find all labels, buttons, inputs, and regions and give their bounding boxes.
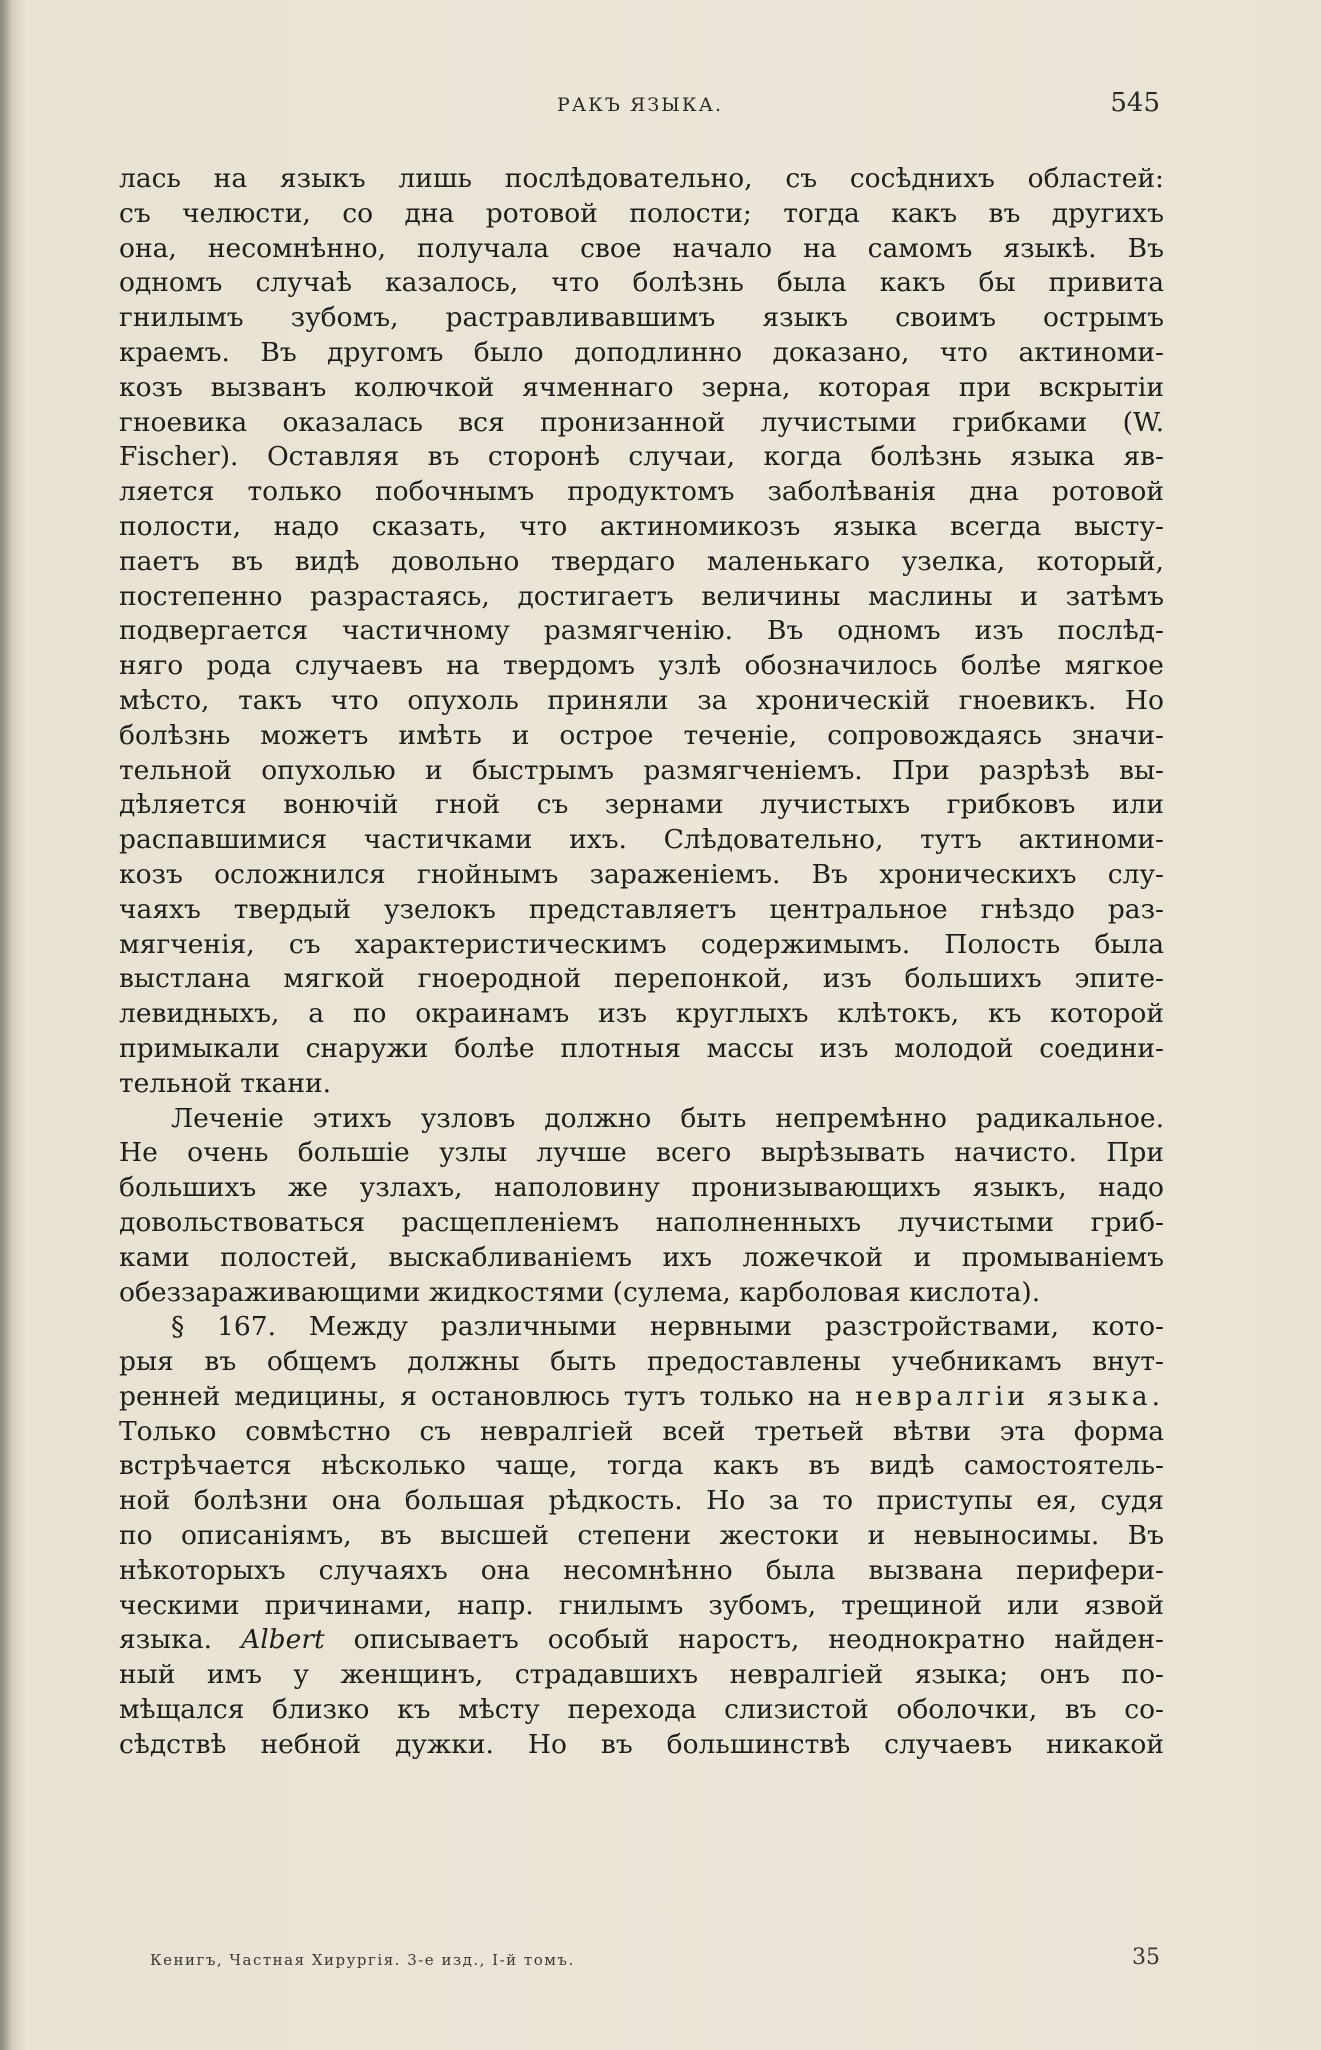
text-line: по описаніямъ, въ высшей степени жестоки и невыносимы. Въ	[119, 1520, 1164, 1552]
signature-mark: 35	[1132, 1945, 1160, 1970]
text-line	[119, 1623, 1164, 1658]
text-line: паетъ въ видѣ довольно твердаго маленькаго узелка, который,	[119, 545, 1164, 577]
text-line: съ челюсти, со дна ротовой полости; тогда какъ въ другихъ	[119, 197, 1164, 229]
body-text	[119, 162, 1164, 1763]
page-number: 545	[1110, 88, 1160, 118]
text-line: выстлана мягкой гноеродной перепонкой, изъ большихъ эпите-	[119, 963, 1164, 995]
text-line: сѣдствѣ небной дужки. Но въ большинствѣ случаевъ никакой	[119, 1728, 1164, 1760]
text-line: ной болѣзни она большая рѣдкость. Но за то приступы ея, судя	[119, 1485, 1164, 1517]
text-line: козъ осложнился гнойнымъ зараженіемъ. Въ хроническихъ слу-	[119, 858, 1164, 890]
text-line: обеззараживающими жидкостями (сулема, карболовая кислота).	[119, 1276, 1041, 1308]
text-line: мѣсто, такъ что опухоль приняли за хроническій гноевикъ. Но	[119, 684, 1164, 716]
text-line: одномъ случаѣ казалось, что болѣзнь была какъ бы привита	[119, 267, 1164, 299]
text-line: ляется только побочнымъ продуктомъ заболѣванія дна ротовой	[119, 476, 1164, 508]
text-line: дѣляется вонючій гной съ зернами лучистыхъ грибковъ или	[119, 789, 1164, 821]
text-line: подвергается частичному размягченію. Въ одномъ изъ послѣд-	[119, 615, 1164, 647]
text-line: ный имъ у женщинъ, страдавшихъ невралгіей языка; онъ по-	[119, 1659, 1164, 1691]
page-footer	[150, 1945, 1160, 1979]
text-line: козъ вызванъ колючкой ячменнаго зерна, которая при вскрытіи	[119, 371, 1164, 403]
text-line: примыкали снаружи болѣе плотныя массы изъ молодой соедини-	[119, 1032, 1164, 1064]
text-line: нѣкоторыхъ случаяхъ она несомнѣнно была вызвана перифери-	[119, 1554, 1164, 1586]
text-line: рыя въ общемъ должны быть предоставлены учебникамъ внут-	[119, 1346, 1164, 1378]
text-line: няго рода случаевъ на твердомъ узлѣ обозначилось болѣе мягкое	[119, 650, 1164, 682]
text-line-part: ренней медицины, я остановлюсь тутъ только на	[119, 1380, 842, 1412]
text-line: левидныхъ, а по окраинамъ изъ круглыхъ клѣтокъ, къ которой	[119, 998, 1164, 1030]
text-line: тельной ткани.	[119, 1067, 332, 1099]
text-line: постепенно разрастаясь, достигаетъ величины маслины и затѣмъ	[119, 580, 1164, 612]
text-line: ческими причинами, напр. гнилымъ зубомъ, трещиной или язвой	[119, 1589, 1164, 1621]
text-line: довольствоваться расщепленіемъ наполненныхъ лучистыми гриб-	[119, 1206, 1164, 1238]
text-line: § 167. Между различными нервными разстройствами, кото-	[171, 1311, 1164, 1343]
running-head	[120, 88, 1160, 124]
text-line: распавшимися частичками ихъ. Слѣдовательно, тутъ актиноми-	[119, 824, 1164, 856]
author-name: Albert	[241, 1624, 325, 1656]
text-line: большихъ же узлахъ, наполовину пронизывающихъ языкъ, надо	[119, 1172, 1164, 1204]
text-line	[119, 1380, 1164, 1415]
text-line: Леченіе этихъ узловъ должно быть непремѣнно радикальное.	[171, 1102, 1164, 1134]
text-line: краемъ. Въ другомъ было доподлинно доказано, что актиноми-	[119, 336, 1164, 368]
emphasized-term: невралгіи языка.	[855, 1380, 1164, 1412]
text-line: Fischer). Оставляя въ сторонѣ случаи, когда болѣзнь языка яв-	[119, 441, 1164, 473]
text-line: полости, надо сказать, что актиномикозъ языка всегда высту-	[119, 510, 1164, 542]
text-line: ками полостей, выскабливаніемъ ихъ ложечкой и промываніемъ	[119, 1241, 1164, 1273]
text-line: болѣзнь можетъ имѣть и острое теченіе, сопровождаясь значи-	[119, 719, 1164, 751]
text-line: Не очень большіе узлы лучше всего вырѣзывать начисто. При	[119, 1137, 1164, 1169]
text-line: Только совмѣстно съ невралгіей всей третьей вѣтви эта форма	[119, 1415, 1164, 1447]
text-line: встрѣчается нѣсколько чаще, тогда какъ въ видѣ самостоятель-	[119, 1450, 1164, 1482]
text-line: гнилымъ зубомъ, растравливавшимъ языкъ своимъ острымъ	[119, 302, 1164, 334]
running-title: РАКЪ ЯЗЫКА.	[556, 94, 724, 116]
text-line: тельной опухолью и быстрымъ размягченіемъ. При разрѣзѣ вы-	[119, 754, 1164, 786]
text-line: лась на языкъ лишь послѣдовательно, съ сосѣднихъ областей:	[119, 163, 1164, 194]
text-line: мягченія, съ характеристическимъ содержимымъ. Полость была	[119, 928, 1164, 960]
text-line: она, несомнѣнно, получала свое начало на самомъ языкѣ. Въ	[119, 232, 1164, 264]
text-line: чаяхъ твердый узелокъ представляетъ центральное гнѣздо раз-	[119, 893, 1164, 925]
text-line: гноевика оказалась вся пронизанной лучистыми грибками (W.	[119, 406, 1164, 438]
footer-citation: Кенигъ, Частная Хирургія. 3-е изд., I-й томъ.	[150, 1951, 575, 1969]
text-line: мѣщался близко къ мѣсту перехода слизистой оболочки, въ со-	[119, 1694, 1164, 1726]
text-line-part: описываетъ особый наростъ, неоднократно найден-	[353, 1624, 1164, 1656]
text-line-part: языка.	[119, 1624, 213, 1656]
